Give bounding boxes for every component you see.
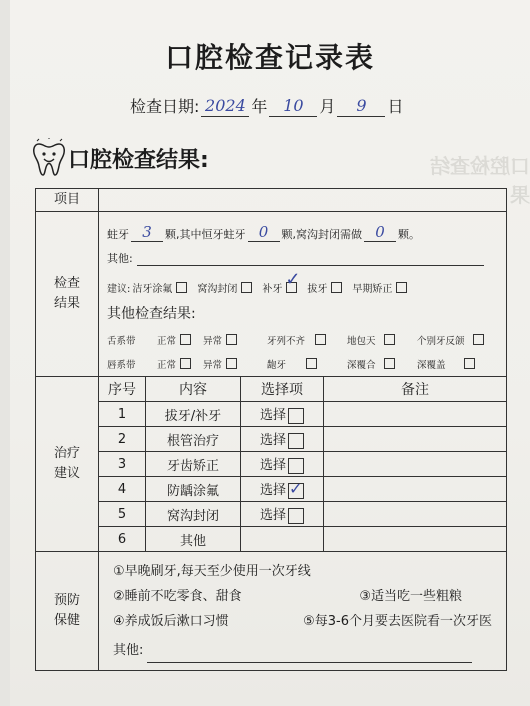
checkbox-lip-abnormal[interactable] <box>226 358 237 369</box>
select-box-checked[interactable] <box>288 478 304 499</box>
exam-result-area <box>99 212 507 377</box>
prevention-tip-1: ①早晚刷牙,每天至少使用一次牙线 <box>113 564 311 579</box>
checkbox-filling[interactable] <box>285 268 301 293</box>
date-month: 10 <box>269 96 317 117</box>
checkbox-deep-overbite[interactable] <box>384 358 395 369</box>
caries-count: 3 <box>131 224 163 242</box>
remark-cell[interactable] <box>324 527 507 552</box>
select-box[interactable] <box>288 508 304 524</box>
other-results-title: 其他检查结果: <box>107 305 196 322</box>
select-box[interactable] <box>288 458 304 474</box>
suggestion-row: 建议: 洁牙涂氟 窝沟封闭 补牙 ✓ 拔牙 早期矫正 <box>107 280 498 295</box>
caries-line: 蛀牙 3 颗,其中恒牙蛀牙 0 颗,窝沟封闭需做 0 颗。 <box>107 222 420 241</box>
remark-cell[interactable] <box>324 477 507 502</box>
permanent-caries-count: 0 <box>248 224 280 242</box>
date-day: 9 <box>337 96 385 117</box>
remark-cell[interactable] <box>324 452 507 477</box>
section-heading <box>32 138 209 178</box>
page-title: 口腔检查记录表 <box>164 41 375 74</box>
col-remark: 备注 <box>324 377 507 402</box>
remark-cell[interactable] <box>324 502 507 527</box>
checkbox-underbite[interactable] <box>384 334 395 345</box>
col-no: 序号 <box>99 377 146 402</box>
col-content: 内容 <box>146 377 241 402</box>
checkbox-orthodontic[interactable] <box>396 282 407 293</box>
date-label: 检查日期: <box>130 97 200 116</box>
month-unit: 月 <box>319 97 336 116</box>
table-row: 4 防龋涂氟 选择 ✓ <box>99 477 506 502</box>
findings-row-2: 唇系带 正常 异常 龅牙 深覆合 深覆盖 <box>107 357 498 371</box>
prevention-other-line: 其他: <box>113 638 492 663</box>
table-row: 3 牙齿矫正 选择 <box>99 452 506 477</box>
findings-row-1: 舌系带 正常 异常 牙列不齐 地包天 个别牙反颌 <box>107 333 498 347</box>
other-line: 其他: <box>107 250 498 266</box>
remark-cell[interactable] <box>324 402 507 427</box>
prevention-tip-3: ③适当吃一些粗粮 <box>359 589 462 604</box>
day-unit: 日 <box>387 97 404 116</box>
select-box[interactable] <box>288 408 304 424</box>
paper-sheet <box>10 0 530 706</box>
checkbox-tongue-normal[interactable] <box>180 334 191 345</box>
checkbox-tongue-abnormal[interactable] <box>226 334 237 345</box>
col-select: 选择项 <box>241 377 324 402</box>
prevention-label: 预防 保健 <box>36 552 99 671</box>
exam-result-label: 检查 结果 <box>36 212 99 377</box>
checkbox-sealant[interactable] <box>241 282 252 293</box>
prevention-tip-2: ②睡前不吃零食、甜食 <box>113 589 242 604</box>
date-year: 2024 <box>201 96 249 117</box>
checkbox-extraction[interactable] <box>331 282 342 293</box>
remark-cell[interactable] <box>324 427 507 452</box>
table-row: 2 根管治疗 选择 <box>99 427 506 452</box>
treatment-area <box>99 377 507 552</box>
tooth-mascot-icon <box>32 138 66 178</box>
checkbox-lip-normal[interactable] <box>180 358 191 369</box>
bleed-through-text: 口腔检查结果 <box>430 154 530 207</box>
prevention-tip-4: ④养成饭后漱口习惯 <box>113 614 229 629</box>
sealant-count: 0 <box>364 224 396 242</box>
checkbox-buck-teeth[interactable] <box>306 358 317 369</box>
header-blank <box>99 189 507 212</box>
section-heading-text: 口腔检查结果: <box>68 147 209 173</box>
exam-record-table <box>35 188 507 671</box>
checkmark-icon: ✓ <box>289 478 303 498</box>
prevention-area <box>99 552 507 671</box>
checkmark-icon: ✓ <box>285 268 301 290</box>
table-row: 1 拔牙/补牙 选择 <box>99 402 506 427</box>
checkbox-deep-overjet[interactable] <box>464 358 475 369</box>
exam-date <box>130 94 403 117</box>
checkbox-crossbite[interactable] <box>473 334 484 345</box>
select-box[interactable] <box>288 433 304 449</box>
table-row: 5 窝沟封闭 选择 <box>99 502 506 527</box>
checkbox-cleaning[interactable] <box>176 282 187 293</box>
checkbox-crowding[interactable] <box>315 334 326 345</box>
prevention-tip-5: ⑤每3-6个月要去医院看一次牙医 <box>303 614 492 629</box>
treatment-label: 治疗 建议 <box>36 377 99 552</box>
item-header: 项目 <box>36 189 99 212</box>
table-row: 6 其他 <box>99 527 506 552</box>
treatment-table <box>99 377 506 551</box>
year-unit: 年 <box>251 97 268 116</box>
